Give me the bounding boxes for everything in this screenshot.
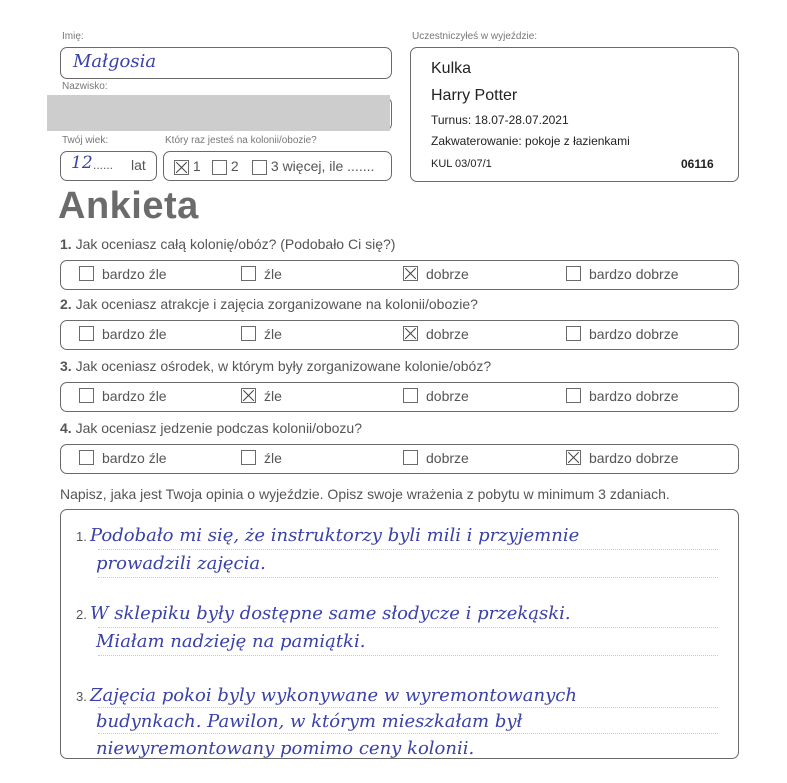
checkbox[interactable] (79, 450, 94, 465)
checkbox[interactable] (79, 266, 94, 281)
ruled-line (98, 655, 718, 656)
handwritten-answer-line: budynkach. Pawilon, w którym mieszkałam był (96, 711, 523, 732)
camp-theme: Harry Potter (431, 87, 518, 104)
checkbox-checked[interactable] (174, 160, 189, 175)
rating-option-label: bardzo dobrze (589, 450, 679, 466)
rating-option[interactable] (79, 266, 167, 282)
rating-option-label: bardzo dobrze (589, 266, 679, 282)
checkbox[interactable] (212, 160, 227, 175)
answer-number: 1. (76, 529, 87, 544)
rating-option-label: bardzo źle (102, 266, 167, 282)
rating-row-1 (60, 260, 739, 290)
question-text: Jak oceniasz całą kolonię/obóz? (Podobało Ci się?) (75, 236, 396, 252)
handwritten-answer-line: Zajęcia pokoi byly wykonywane w wyremontowanych (90, 685, 577, 706)
rating-option-label: źle (264, 266, 282, 282)
checkbox-checked[interactable] (566, 450, 581, 465)
participant-box (410, 47, 739, 182)
age-field[interactable] (60, 151, 157, 181)
handwritten-answer-line: W sklepiku były dostępne same słodycze i przekąski. (90, 603, 571, 624)
question-number: 4. (60, 420, 72, 436)
checkbox[interactable] (403, 388, 418, 403)
answer-number: 2. (76, 607, 87, 622)
name-label: Imię: (62, 31, 84, 42)
ruled-line (98, 627, 718, 628)
question-text: Jak oceniasz atrakcje i zajęcia zorganizowane na kolonii/obozie? (75, 296, 478, 312)
checkbox[interactable] (566, 388, 581, 403)
question-text: Jak oceniasz ośrodek, w którym były zorganizowane kolonie/obóz? (75, 358, 492, 374)
rating-option[interactable] (566, 388, 679, 404)
handwritten-answer-line: prowadzili zajęcia. (96, 553, 266, 574)
handwritten-answer-line: Podobało mi się, że instruktorzy byli mili i przyjemnie (90, 525, 580, 546)
turnus: Turnus: 18.07-28.07.2021 (431, 113, 569, 127)
rating-option-label: bardzo dobrze (589, 326, 679, 342)
rating-option-label: dobrze (426, 326, 469, 342)
checkbox-checked[interactable] (403, 266, 418, 281)
question-text: Jak oceniasz jedzenie podczas kolonii/obozu? (75, 420, 362, 436)
survey-title: Ankieta (58, 185, 199, 227)
redaction-block (47, 95, 390, 131)
ruled-line (98, 733, 718, 734)
rating-option[interactable] (241, 266, 282, 282)
ruled-line (98, 707, 718, 708)
handwritten-answer-line: Miałam nadzieję na pamiątki. (96, 631, 366, 652)
question-number: 3. (60, 358, 72, 374)
rating-option-label: dobrze (426, 450, 469, 466)
rating-option[interactable] (403, 450, 469, 466)
rating-option-label: dobrze (426, 266, 469, 282)
rating-option[interactable] (241, 388, 282, 404)
rating-option-label: bardzo źle (102, 450, 167, 466)
handwritten-answer-line: niewyremontowany pomimo ceny kolonii. (96, 738, 475, 759)
checkbox[interactable] (79, 388, 94, 403)
checkbox[interactable] (241, 326, 256, 341)
ruled-line (98, 577, 718, 578)
checkbox[interactable] (79, 326, 94, 341)
rating-option[interactable] (403, 266, 469, 282)
question-number: 1. (60, 236, 72, 252)
rating-option[interactable] (79, 388, 167, 404)
ruled-line (98, 549, 718, 550)
times-option-1[interactable]: 1 (174, 158, 201, 175)
checkbox[interactable] (566, 326, 581, 341)
participant-label: Uczestniczyłeś w wyjeździe: (412, 31, 538, 42)
rating-option-label: bardzo źle (102, 388, 167, 404)
age-value: 12 (71, 153, 93, 173)
age-unit: lat (131, 157, 146, 173)
checkbox[interactable] (241, 450, 256, 465)
rating-option[interactable] (79, 450, 167, 466)
rating-option-label: bardzo dobrze (589, 388, 679, 404)
surname-label: Nazwisko: (62, 81, 108, 92)
question-3 (60, 358, 491, 374)
rating-row-3 (60, 382, 739, 412)
checkbox-checked[interactable] (241, 388, 256, 403)
rating-option-label: źle (264, 450, 282, 466)
checkbox[interactable] (252, 160, 267, 175)
question-2 (60, 296, 478, 312)
times-label: Który raz jesteś na kolonii/obozie? (165, 135, 317, 146)
rating-option[interactable] (241, 326, 282, 342)
camp-name: Kulka (431, 60, 472, 77)
question-1 (60, 236, 395, 252)
rating-option[interactable] (566, 326, 679, 342)
rating-row-4 (60, 444, 739, 474)
times-field[interactable] (163, 151, 392, 181)
accommodation: Zakwaterowanie: pokoje z łazienkami (431, 134, 630, 148)
opinion-prompt: Napisz, jaka jest Twoja opinia o wyjeździe. Opisz swoje wrażenia z pobytu w minimum 3 zdaniach. (60, 486, 670, 502)
rating-option-label: źle (264, 388, 282, 404)
checkbox[interactable] (403, 450, 418, 465)
question-number: 2. (60, 296, 72, 312)
rating-option-label: bardzo źle (102, 326, 167, 342)
rating-option[interactable] (241, 450, 282, 466)
form-number: 06116 (681, 157, 714, 171)
times-option-3[interactable]: 3 więcej, ile ....... (252, 158, 374, 175)
rating-option-label: dobrze (426, 388, 469, 404)
name-value: Małgosia (73, 51, 157, 72)
rating-option[interactable] (79, 326, 167, 342)
rating-option[interactable] (566, 266, 679, 282)
camp-code: KUL 03/07/1 (431, 158, 492, 170)
rating-option[interactable] (403, 388, 469, 404)
age-dots: ...... (93, 158, 114, 172)
rating-option[interactable] (403, 326, 469, 342)
times-option-2[interactable]: 2 (212, 158, 239, 175)
rating-row-2 (60, 320, 739, 350)
name-field[interactable] (60, 47, 392, 79)
question-4 (60, 420, 362, 436)
checkbox[interactable] (566, 266, 581, 281)
checkbox-checked[interactable] (403, 326, 418, 341)
answer-number: 3. (76, 689, 87, 704)
checkbox[interactable] (241, 266, 256, 281)
rating-option[interactable] (566, 450, 679, 466)
rating-option-label: źle (264, 326, 282, 342)
age-label: Twój wiek: (62, 135, 109, 146)
